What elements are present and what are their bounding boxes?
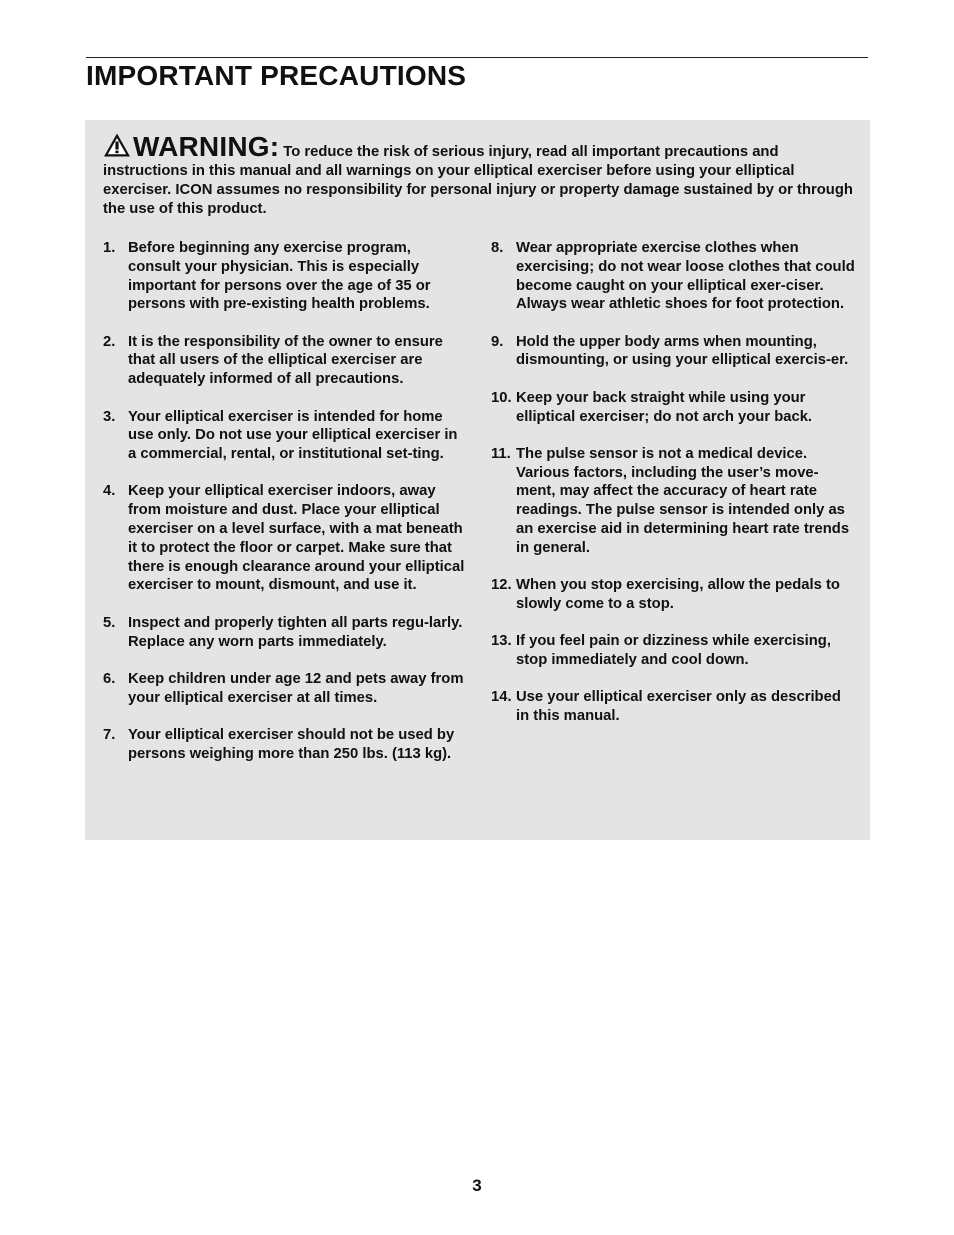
precaution-text: Before beginning any exercise program, consult your physician. This is especially important for persons over the age of 35 or persons with pre-existing health problems. [128,240,431,313]
precaution-item [491,632,855,670]
precaution-item [491,576,855,614]
precaution-item [103,239,465,314]
precaution-text: Inspect and properly tighten all parts regu-larly. Replace any worn parts immediately. [128,614,463,650]
precaution-number: 2. [103,333,116,350]
precaution-number: 6. [103,670,116,687]
precaution-item [103,408,465,464]
precaution-text: Keep children under age 12 and pets away from your elliptical exerciser at all times. [128,670,464,706]
precaution-number: 3. [103,408,116,425]
precaution-text: It is the responsibility of the owner to ensure that all users of the elliptical exerciser are adequately informed of all precautions. [128,333,443,388]
warning-box [85,120,870,840]
precaution-text: Wear appropriate exercise clothes when exercising; do not wear loose clothes that could become caught on your elliptical exer-ciser. Always wear athletic shoes for foot protection. [516,240,855,313]
precaution-item [103,670,465,708]
precaution-item [103,614,465,652]
precaution-text: Your elliptical exerciser is intended for home use only. Do not use your elliptical exerciser in a commercial, rental, or institutional set-ting. [128,408,458,463]
precautions-right-column [491,239,855,744]
precaution-text: Keep your elliptical exerciser indoors, away from moisture and dust. Place your elliptical exerciser on a level surface, with a mat beneath it to protect the floor or carpet. Make sure that there is enough clearance around your elliptical exerciser to mount, dismount, and use it. [128,483,465,594]
precaution-number: 10. [491,389,512,406]
precaution-item [491,333,855,371]
warning-intro-text: To reduce the risk of serious injury, read all important precautions and instructions in this manual and all warnings on your elliptical exerciser before using your elliptical exerciser. ICON assumes no responsibility for personal injury or property damage sustained by or through the use of this product. [103,144,853,217]
precaution-text: If you feel pain or dizziness while exercising, stop immediately and cool down. [516,633,831,669]
precaution-number: 5. [103,614,116,631]
precaution-number: 7. [103,726,116,743]
precaution-number: 12. [491,577,512,594]
warning-intro [103,132,855,219]
precaution-item [491,688,855,726]
precaution-number: 1. [103,240,116,256]
precaution-item [491,239,855,314]
precaution-number: 11. [491,445,511,462]
precaution-number: 4. [103,483,116,500]
warning-triangle-icon [103,132,131,158]
precaution-item [103,482,465,595]
page-number: 3 [472,1176,482,1195]
precaution-item [103,726,465,764]
top-rule [86,57,868,58]
precaution-text: When you stop exercising, allow the pedals to slowly come to a stop. [516,577,840,612]
page-title: IMPORTANT PRECAUTIONS [86,60,467,91]
precaution-text: Keep your back straight while using your elliptical exerciser; do not arch your back. [516,389,813,425]
precaution-item [491,445,855,558]
precaution-number: 14. [491,689,512,706]
warning-heading: WARNING: [133,131,280,162]
precaution-number: 8. [491,240,504,256]
precaution-item [491,389,855,427]
precaution-text: Use your elliptical exerciser only as described in this manual. [516,689,841,725]
precaution-text: Hold the upper body arms when mounting, dismounting, or using your elliptical exercis-er. [516,333,849,369]
precaution-item [103,333,465,389]
precaution-text: Your elliptical exerciser should not be used by persons weighing more than 250 lbs. (113 kg). [128,726,455,762]
precautions-left-column [103,239,465,782]
precaution-number: 13. [491,633,512,650]
precaution-text: The pulse sensor is not a medical device. Various factors, including the user’s move-ment, may affect the accuracy of heart rate readings. The pulse sensor is intended only as an exercise aid in determining heart rate trends in general. [516,445,850,556]
precaution-number: 9. [491,333,504,350]
